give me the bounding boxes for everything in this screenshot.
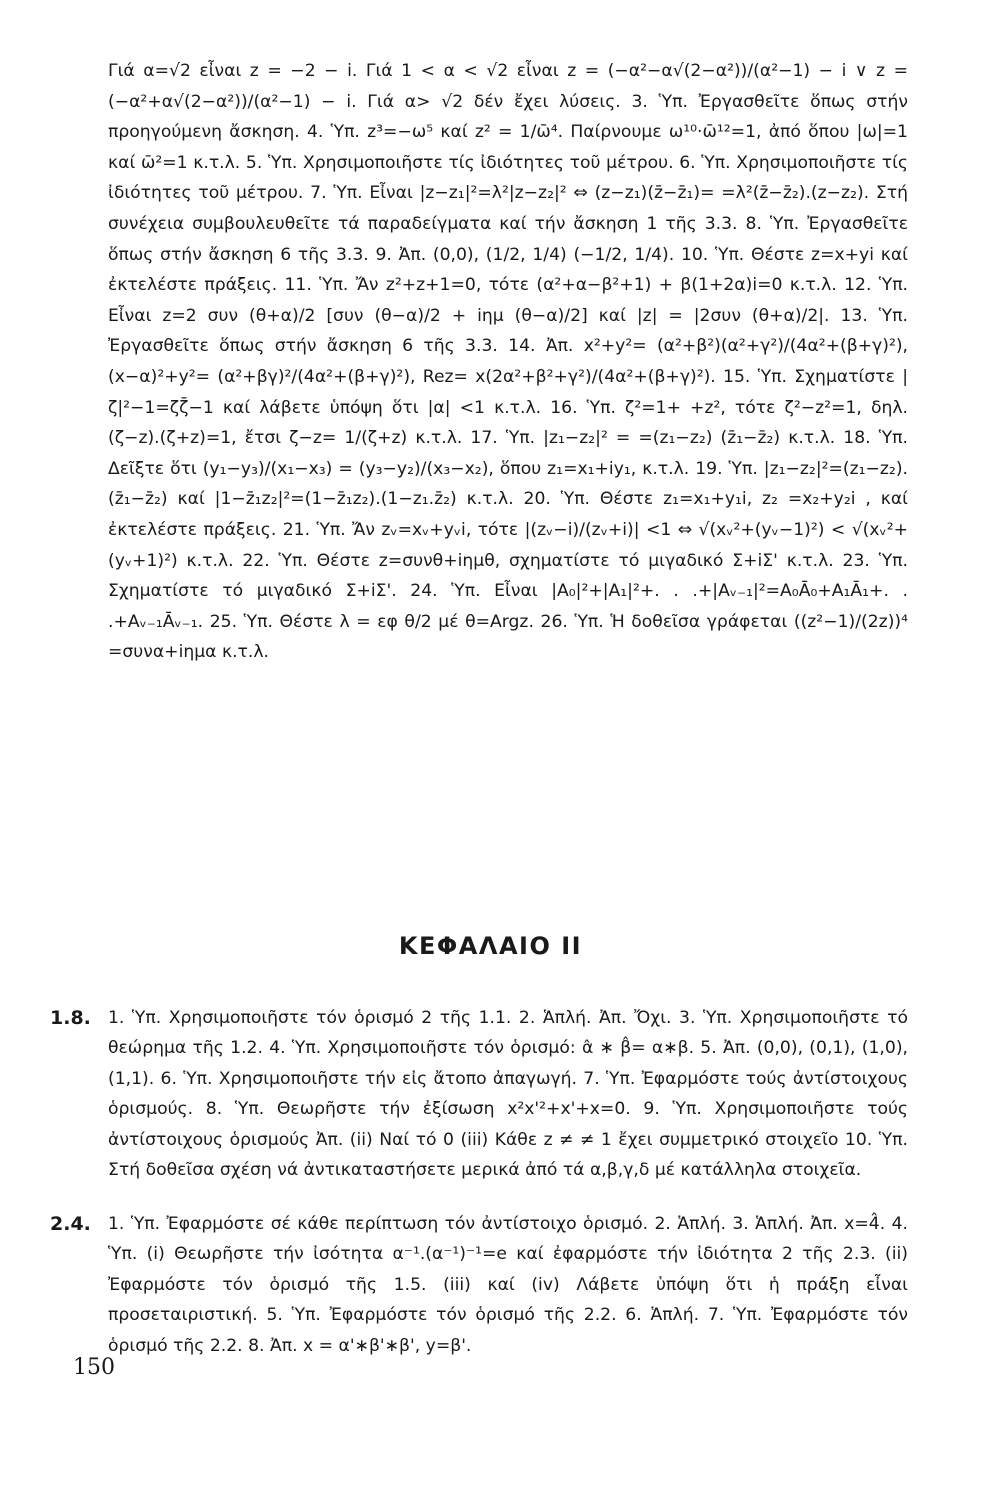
section-2-4 bbox=[50, 1209, 908, 1361]
answers-paragraph: Γιά α=√2 εἶναι z = −2 − i. Γιά 1 < α < √2 εἶναι z = (−α²−α√(2−α²))/(α²−1) − i ∨ z = (−α²+α√(2−α²))/(α²−1) − i. Γιά α> √2 δέν ἔχει λύσεις. 3. Ὑπ. Ἐργασθεῖτε ὅπως στήν προηγούμενη ἄσκηση. 4. Ὑπ. z³=−ω⁵ καί z² = 1/ω̄⁴. Παίρνουμε ω¹⁰·ω̄¹²=1, ἀπό ὅπου |ω|=1 καί ω̄²=1 κ.τ.λ. 5. Ὑπ. Χρησιμοποιῆστε τίς ἰδιότητες τοῦ μέτρου. 6. Ὑπ. Χρησιμοποιῆστε τίς ἰδιότητες τοῦ μέτρου. 7. Ὑπ. Εἶναι |z−z₁|²=λ²|z−z₂|² ⇔ (z−z₁)(z̄−z̄₁)= =λ²(z̄−z̄₂).(z−z₂). Στή συνέχεια συμβουλευθεῖτε τά παραδείγματα καί τήν ἄσκηση 1 τῆς 3.3. 8. Ὑπ. Ἐργασθεῖτε ὅπως στήν ἄσκηση 6 τῆς 3.3. 9. Ἀπ. (0,0), (1/2, 1/4) (−1/2, 1/4). 10. Ὑπ. Θέστε z=x+yi καί ἐκτελέστε πράξεις. 11. Ὑπ. Ἄν z²+z+1=0, τότε (α²+α−β²+1) + β(1+2α)i=0 κ.τ.λ. 12. Ὑπ. Εἶναι z=2 συν (θ+α)/2 [συν (θ−α)/2 + iημ (θ−α)/2] καί |z| = |2συν (θ+α)/2|. 13. Ὑπ. Ἐργασθεῖτε ὅπως στήν ἄσκηση 6 τῆς 3.3. 14. Ἀπ. x²+y²= (α²+β²)(α²+γ²)/(4α²+(β+γ)²), (x−α)²+y²= (α²+βγ)²/(4α²+(β+γ)²), Rez= x(2α²+β²+γ²)/(4α²+(β+γ)²). 15. Ὑπ. Σχηματίστε |ζ|²−1=ζζ̄−1 καί λάβετε ὑπόψη ὅτι |α| <1 κ.τ.λ. 16. Ὑπ. ζ²=1+ +z², τότε ζ²−z²=1, δηλ. (ζ−z).(ζ+z)=1, ἔτσι ζ−z= 1/(ζ+z) κ.τ.λ. 17. Ὑπ. |z₁−z₂|² = =(z₁−z₂) (z̄₁−z̄₂) κ.τ.λ. 18. Ὑπ. Δεῖξτε ὅτι (y₁−y₃)/(x₁−x₃) = (y₃−y₂)/(x₃−x₂), ὅπου z₁=x₁+iy₁, κ.τ.λ. 19. Ὑπ. |z₁−z₂|²=(z₁−z₂).(z̄₁−z̄₂) καί |1−z̄₁z₂|²=(1−z̄₁z₂).(1−z₁.z̄₂) κ.τ.λ. 20. Ὑπ. Θέστε z₁=x₁+y₁i, z₂ =x₂+y₂i , καί ἐκτελέστε πράξεις. 21. Ὑπ. Ἄν zᵥ=xᵥ+yᵥi, τότε |(zᵥ−i)/(zᵥ+i)| <1 ⇔ √(xᵥ²+(yᵥ−1)²) < √(xᵥ²+(yᵥ+1)²) κ.τ.λ. 22. Ὑπ. Θέστε z=συνθ+iημθ, σχηματίστε τό μιγαδικό Σ+iΣ' κ.τ.λ. 23. Ὑπ. Σχηματίστε τό μιγαδικό Σ+iΣ'. 24. Ὑπ. Εἶναι |A₀|²+|A₁|²+. . .+|Aᵥ₋₁|²=A₀Ā₀+A₁Ā₁+. . .+Aᵥ₋₁Āᵥ₋₁. 25. Ὑπ. Θέστε λ = εφ θ/2 μέ θ=Argz. 26. Ὑπ. Ἡ δοθεῖσα γράφεται ((z²−1)/(2z))⁴ =συνα+iημα κ.τ.λ. bbox=[108, 61, 908, 663]
section-text: 1. Ὑπ. Χρησιμοποιῆστε τόν ὁρισμό 2 τῆς 1.1. 2. Ἁπλή. Ἀπ. Ὄχι. 3. Ὑπ. Χρησιμοποιῆστε τό θεώρημα τῆς 1.2. 4. Ὑπ. Χρησιμοποιῆστε τόν ὁρισμό: α̂ ∗ β̂= α∗β. 5. Ἀπ. (0,0), (0,1), (1,0), (1,1). 6. Ὑπ. Χρησιμοποιῆστε τήν εἰς ἄτοπο ἀπαγωγή. 7. Ὑπ. Ἐφαρμόστε τούς ἀντίστοιχους ὁρισμούς. 8. Ὑπ. Θεωρῆστε τήν ἐξίσωση x²x'²+x'+x=0. 9. Ὑπ. Χρησιμοποιῆστε τούς ἀντίστοιχους ὁρισμούς Ἀπ. (ii) Ναί τό 0 (iii) Κάθε z ≠ ≠ 1 ἔχει συμμετρικό στοιχεῖο 10. Ὑπ. Στή δοθεῖσα σχέση νά ἀντικαταστήσετε μερικά ἀπό τά α,β,γ,δ μέ κατάλληλα στοιχεῖα. bbox=[108, 1008, 908, 1181]
page-number: 150 bbox=[73, 1355, 115, 1380]
chapter-1-answers bbox=[108, 56, 908, 668]
section-number: 2.4. bbox=[50, 1213, 91, 1235]
section-text: 1. Ὑπ. Ἐφαρμόστε σέ κάθε περίπτωση τόν ἀντίστοιχο ὁρισμό. 2. Ἁπλή. 3. Ἁπλή. Ἀπ. x=4̂. 4. Ὑπ. (i) Θεωρῆστε τήν ἰσότητα α⁻¹.(α⁻¹)⁻¹=e καί ἐφαρμόστε τήν ἰδιότητα 2 τῆς 2.3. (ii) Ἐφαρμόστε τόν ὁρισμό τῆς 1.5. (iii) καί (iv) Λάβετε ὑπόψη ὅτι ἡ πράξη εἶναι προσεταιριστική. 5. Ὑπ. Ἐφαρμόστε τόν ὁρισμό τῆς 2.2. 6. Ἁπλή. 7. Ὑπ. Ἐφαρμόστε τόν ὁρισμό τῆς 2.2. 8. Ἀπ. x = α'∗β'∗β', y=β'. bbox=[108, 1214, 908, 1356]
section-number: 1.8. bbox=[50, 1007, 91, 1029]
chapter-heading: ΚΕΦΑΛΑΙΟ ΙΙ bbox=[398, 932, 583, 960]
section-1-8 bbox=[50, 1003, 908, 1185]
